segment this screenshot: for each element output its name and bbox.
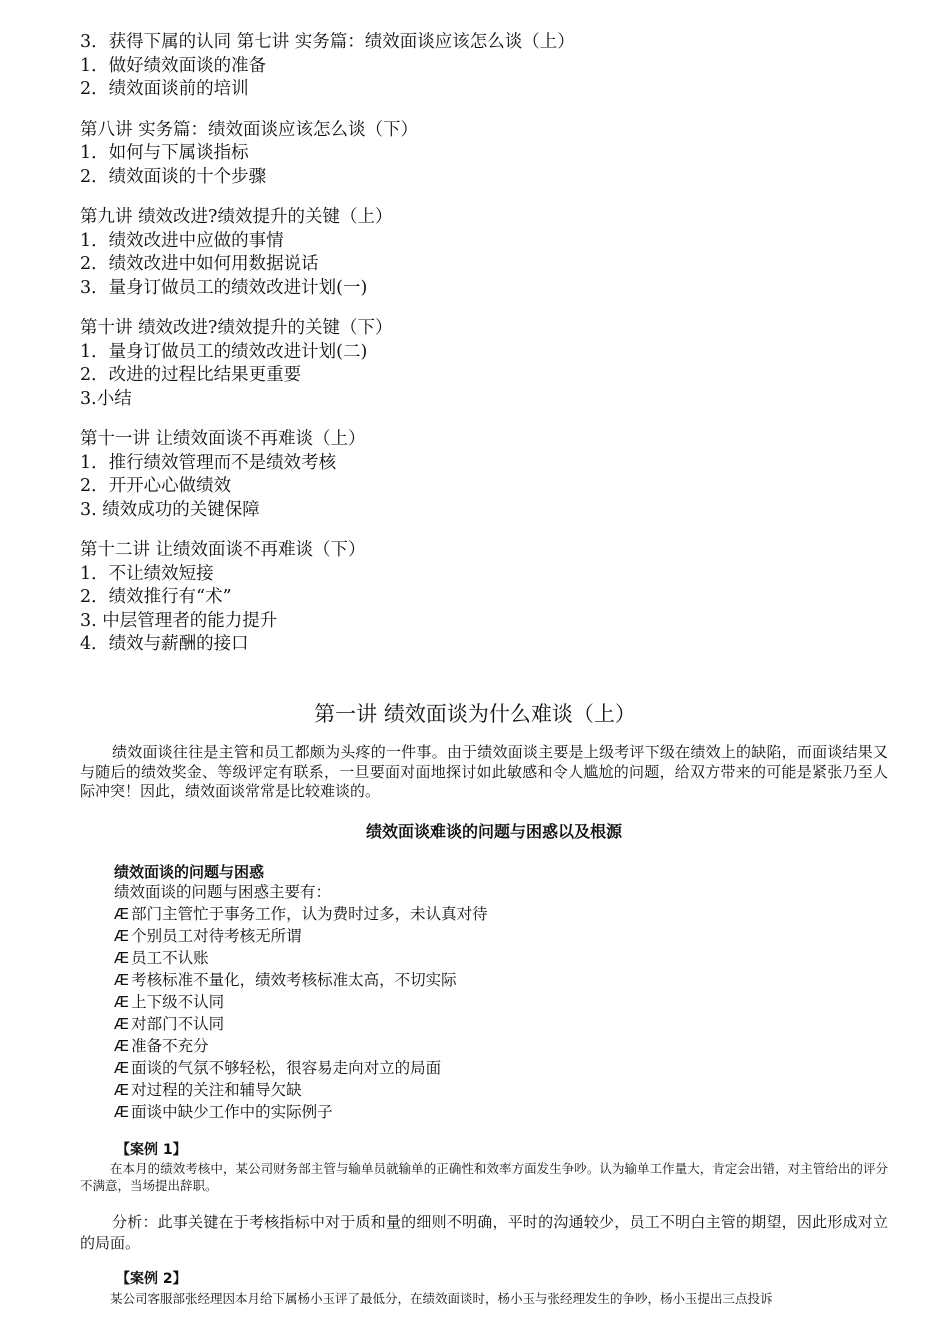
toc-line: 3．获得下属的认同 第七讲 实务篇：绩效面谈应该怎么谈（上） [80,32,575,52]
toc-line: 1．做好绩效面谈的准备 [80,55,267,76]
problem-item [114,1079,814,1101]
bullet-mark-icon: Æ [114,927,130,945]
problem-item [114,903,814,925]
problem-list [114,903,814,1123]
bullet-mark-icon: Æ [114,949,130,967]
problems-heading: 绩效面谈的问题与困惑 [114,863,265,881]
problem-item-text: 上下级不认同 [131,993,225,1011]
bullet-mark-icon: Æ [114,971,130,989]
toc-line: 3. 中层管理者的能力提升 [80,610,278,631]
table-of-contents [80,31,880,657]
toc-line: 第八讲 实务篇：绩效面谈应该怎么谈（下） [80,119,419,140]
toc-line: 2．绩效改进中如何用数据说话 [80,254,319,274]
problem-item [114,925,814,947]
toc-line: 2．开开心心做绩效 [80,476,232,496]
bullet-mark-icon: Æ [114,1037,130,1055]
toc-line: 4．绩效与薪酬的接口 [80,634,249,654]
problem-item [114,1035,814,1057]
intro-paragraph: 绩效面谈往往是主管和员工都颇为头疼的一件事。由于绩效面谈主要是上级考评下级在绩效上的缺陷，而面谈结果又与随后的绩效奖金、等级评定有联系，一旦要面对面地探讨如此敏感和令人尴尬的问题，给双方带来的可能是紧张乃至人际冲突！因此，绩效面谈常常是比较难谈的。 [80,743,888,800]
toc-line: 1．绩效改进中应做的事情 [80,230,284,251]
problem-item-text: 面谈中缺少工作中的实际例子 [131,1103,333,1121]
toc-line: 第十二讲 让绩效面谈不再难谈（下） [80,540,366,560]
problem-item-text: 个别员工对待考核无所谓 [131,927,302,945]
toc-gap [80,522,880,539]
toc-line: 2．改进的过程比结果更重要 [80,365,302,385]
problem-item-text: 部门主管忙于事务工作，认为费时过多，未认真对待 [131,905,488,923]
bullet-mark-icon: Æ [114,905,130,923]
problem-item [114,1013,814,1035]
toc-line: 1．如何与下属谈指标 [80,143,249,163]
problem-item-text: 准备不充分 [131,1037,209,1055]
toc-line: 第十一讲 让绩效面谈不再难谈（上） [80,429,366,449]
toc-line: 第十讲 绩效改进?绩效提升的关键（下） [80,318,393,338]
toc-line: 2．绩效面谈前的培训 [80,79,249,99]
problem-item [114,947,814,969]
case-1-label: 【案例 1】 [116,1142,187,1158]
toc-line: 第九讲 绩效改进?绩效提升的关键（上） [80,207,393,227]
bullet-mark-icon: Æ [114,1081,130,1099]
bullet-mark-icon: Æ [114,1103,130,1121]
toc-line: 1．量身订做员工的绩效改进计划(二) [80,341,368,362]
toc-line: 3.小结 [80,388,132,409]
problem-item-text: 面谈的气氛不够轻松，很容易走向对立的局面 [131,1059,442,1077]
case-2-label: 【案例 2】 [116,1271,187,1287]
analysis-paragraph: 分析：此事关键在于考核指标中对于质和量的细则不明确，平时的沟通较少，员工不明白主管的期望，因此形成对立的局面。 [80,1213,888,1252]
bullet-mark-icon: Æ [114,1059,130,1077]
problem-item [114,1101,814,1123]
problem-item [114,1057,814,1079]
problem-item-text: 考核标准不量化，绩效考核标准太高，不切实际 [131,971,457,989]
toc-gap [80,300,880,317]
toc-line: 1．不让绩效短接 [80,563,214,584]
section-heading: 绩效面谈难谈的问题与困惑以及根源 [365,822,622,841]
lecture-title: 第一讲 绩效面谈为什么难谈（上） [314,702,636,726]
toc-line: 3．量身订做员工的绩效改进计划(一) [80,277,368,298]
case-2-text: 某公司客服部张经理因本月给下属杨小玉评了最低分，在绩效面谈时，杨小玉与张经理发生的争吵，杨小玉提出三点投诉 [110,1291,773,1306]
toc-line: 2．绩效推行有“术” [80,587,232,607]
toc-gap [80,411,880,428]
bullet-mark-icon: Æ [114,993,130,1011]
toc-line: 2．绩效面谈的十个步骤 [80,166,267,187]
case-1-text: 在本月的绩效考核中，某公司财务部主管与输单员就输单的正确性和效率方面发生争吵。认为输单工作量大，肯定会出错，对主管给出的评分不满意，当场提出辞职。 [80,1161,888,1193]
problems-intro: 绩效面谈的问题与困惑主要有： [114,883,332,901]
toc-line: 1．推行绩效管理而不是绩效考核 [80,452,337,473]
problems-section [114,862,814,1123]
toc-line: 3. 绩效成功的关键保障 [80,499,260,520]
problem-item [114,991,814,1013]
problem-item-text: 对过程的关注和辅导欠缺 [131,1081,302,1099]
toc-gap [80,189,880,206]
bullet-mark-icon: Æ [114,1015,130,1033]
problem-item [114,969,814,991]
problem-item-text: 对部门不认同 [131,1015,225,1033]
toc-gap [80,102,880,119]
problem-item-text: 员工不认账 [131,949,209,967]
